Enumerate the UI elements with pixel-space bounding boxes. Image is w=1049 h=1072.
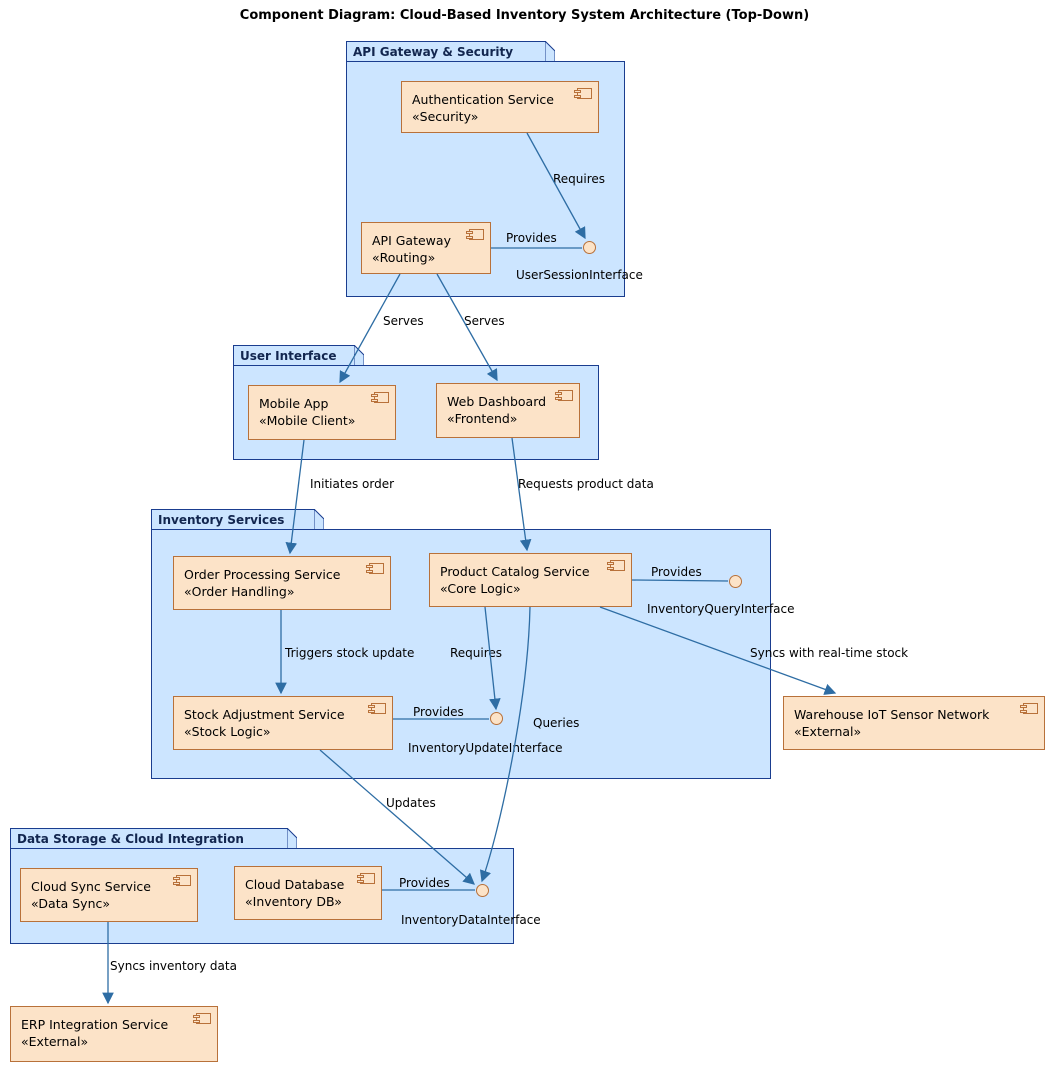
interface-label-inventory-data: InventoryDataInterface	[401, 913, 541, 927]
component-icon	[374, 392, 389, 403]
interface-ball-inventory-query[interactable]	[729, 575, 742, 588]
component-icon	[371, 703, 386, 714]
package-label-inventory-services: Inventory Services	[158, 513, 285, 527]
component-erp-integration-service[interactable]	[10, 1006, 218, 1062]
interface-ball-user-session[interactable]	[583, 241, 596, 254]
component-product-catalog-service-label: Product Catalog Service	[440, 564, 590, 579]
edge-label-provides-stock: Provides	[413, 705, 464, 719]
edge-label-syncs-inventory-data: Syncs inventory data	[110, 959, 237, 973]
edge-label-initiates-order: Initiates order	[310, 477, 395, 491]
component-order-processing-service-label: Order Processing Service	[184, 567, 341, 582]
edge-label-provides-gateway: Provides	[506, 231, 557, 245]
package-tab-slant	[545, 41, 555, 62]
edge-label-queries: Queries	[533, 716, 580, 730]
component-authentication-service-stereotype: «Security»	[412, 109, 479, 124]
component-authentication-service[interactable]	[401, 81, 599, 133]
interface-label-inventory-query: InventoryQueryInterface	[647, 602, 795, 616]
edge-label-requires-auth: Requires	[553, 172, 606, 186]
component-order-processing-service-stereotype: «Order Handling»	[184, 584, 295, 599]
edge-label-provides-database: Provides	[399, 876, 450, 890]
interface-label-inventory-update: InventoryUpdateInterface	[408, 741, 563, 755]
package-label-api-gateway-security: API Gateway & Security	[353, 45, 514, 59]
edge-label-serves-web: Serves	[464, 314, 505, 328]
component-web-dashboard[interactable]	[436, 383, 580, 438]
component-cloud-database-stereotype: «Inventory DB»	[245, 894, 342, 909]
edge-label-triggers-stock-update: Triggers stock update	[285, 646, 415, 660]
component-icon	[1023, 703, 1038, 714]
package-tab-slant	[354, 345, 364, 366]
component-erp-integration-service-stereotype: «External»	[21, 1034, 89, 1049]
component-cloud-database-label: Cloud Database	[245, 877, 345, 892]
component-cloud-sync-service-label: Cloud Sync Service	[31, 879, 151, 894]
component-cloud-database[interactable]	[234, 866, 382, 920]
interface-ball-inventory-data[interactable]	[476, 884, 489, 897]
component-icon	[577, 88, 592, 99]
component-stock-adjustment-service-stereotype: «Stock Logic»	[184, 724, 271, 739]
component-cloud-sync-service[interactable]	[20, 868, 198, 922]
package-tab-inventory-services	[151, 509, 315, 530]
component-mobile-app-label: Mobile App	[259, 396, 329, 411]
component-icon	[369, 563, 384, 574]
component-authentication-service-label: Authentication Service	[412, 92, 554, 107]
component-icon	[176, 875, 191, 886]
component-cloud-sync-service-stereotype: «Data Sync»	[31, 896, 111, 911]
component-warehouse-iot-sensor-network-stereotype: «External»	[794, 724, 862, 739]
interface-label-user-session: UserSessionInterface	[516, 268, 643, 282]
edge-label-serves-mobile: Serves	[383, 314, 424, 328]
component-icon	[360, 873, 375, 884]
component-stock-adjustment-service[interactable]	[173, 696, 393, 750]
package-label-user-interface: User Interface	[240, 349, 337, 363]
package-tab-api-gateway-security	[346, 41, 546, 62]
component-mobile-app-stereotype: «Mobile Client»	[259, 413, 356, 428]
component-api-gateway[interactable]	[361, 222, 491, 274]
component-api-gateway-label: API Gateway	[372, 233, 451, 248]
package-label-data-storage-cloud-integration: Data Storage & Cloud Integration	[17, 832, 244, 846]
edge-label-requests-product-data: Requests product data	[518, 477, 654, 491]
component-product-catalog-service[interactable]	[429, 553, 632, 607]
component-warehouse-iot-sensor-network[interactable]	[783, 696, 1045, 750]
component-product-catalog-service-stereotype: «Core Logic»	[440, 581, 521, 596]
package-tab-slant	[314, 509, 324, 530]
package-tab-data-storage-cloud-integration	[10, 828, 288, 849]
component-stock-adjustment-service-label: Stock Adjustment Service	[184, 707, 345, 722]
edge-label-syncs-realtime-stock: Syncs with real-time stock	[750, 646, 909, 660]
interface-ball-inventory-update[interactable]	[490, 712, 503, 725]
component-web-dashboard-label: Web Dashboard	[447, 394, 547, 409]
component-order-processing-service[interactable]	[173, 556, 391, 610]
package-tab-user-interface	[233, 345, 355, 366]
component-icon	[469, 229, 484, 240]
component-erp-integration-service-label: ERP Integration Service	[21, 1017, 169, 1032]
component-icon	[196, 1013, 211, 1024]
edge-label-provides-catalog: Provides	[651, 565, 702, 579]
edge-label-requires-stock: Requires	[450, 646, 503, 660]
component-mobile-app[interactable]	[248, 385, 396, 440]
component-icon	[610, 560, 625, 571]
component-icon	[558, 390, 573, 401]
package-tab-slant	[287, 828, 297, 849]
component-api-gateway-stereotype: «Routing»	[372, 250, 436, 265]
edge-label-updates: Updates	[386, 796, 436, 810]
page-title: Component Diagram: Cloud-Based Inventory System Architecture (Top-Down)	[239, 8, 810, 23]
component-warehouse-iot-sensor-network-label: Warehouse IoT Sensor Network	[794, 707, 990, 722]
component-web-dashboard-stereotype: «Frontend»	[447, 411, 518, 426]
